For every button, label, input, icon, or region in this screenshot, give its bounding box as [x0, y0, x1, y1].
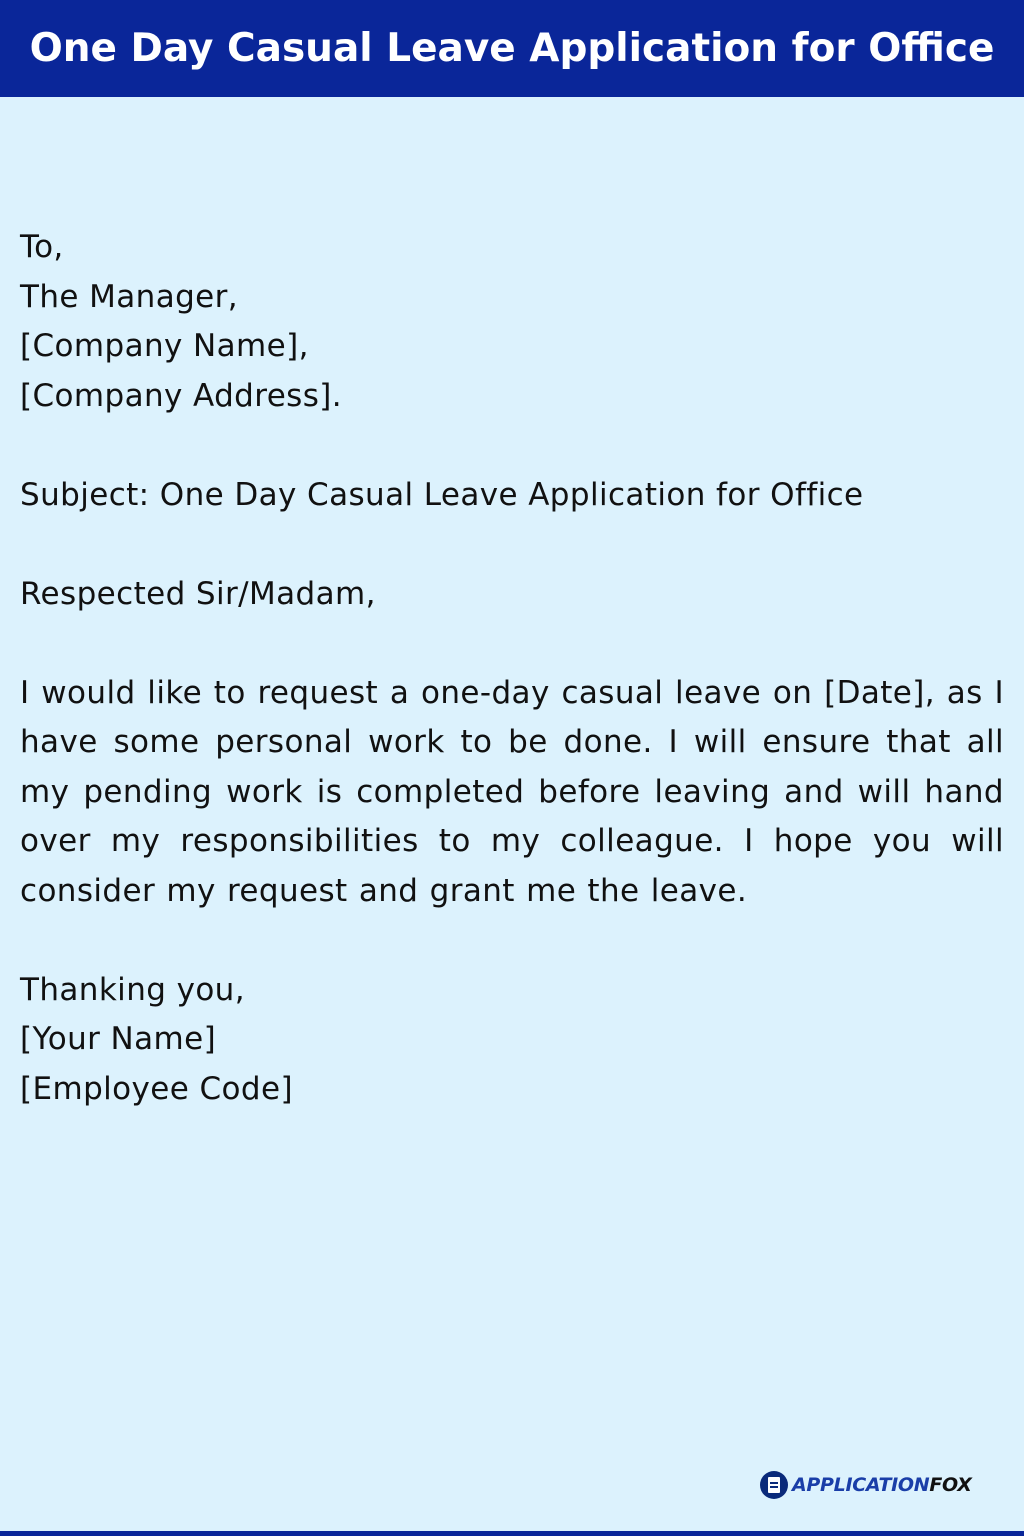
signature-employee-code: [Employee Code]: [20, 1070, 293, 1107]
spacer: [20, 916, 1004, 966]
bottom-border: [0, 1531, 1024, 1536]
address-line-company-address: [Company Address].: [20, 377, 343, 414]
page-title: One Day Casual Leave Application for Office: [29, 26, 995, 71]
logo-text-application: APPLICATION: [792, 1474, 930, 1496]
address-line-to: To,: [20, 229, 64, 265]
spacer: [20, 421, 1004, 471]
logo-wordmark: [792, 1474, 972, 1496]
spacer: [20, 619, 1004, 669]
address-line-company-name: [Company Name],: [20, 328, 309, 364]
page-header: [0, 0, 1024, 97]
document-icon: [760, 1471, 788, 1499]
body-paragraph: I would like to request a one-day casual leave on [Date], as I have some personal work to be done. I will ensure that all my pending work is completed before leaving and will hand over my responsibilities to my colleague. I hope you will consider my request and grant me the leave.: [20, 674, 1004, 909]
closing: Thanking you,: [20, 971, 245, 1008]
applicationfox-logo: [760, 1469, 972, 1501]
subject-line: Subject: One Day Casual Leave Application for Office: [20, 476, 864, 513]
signature-name: [Your Name]: [20, 1021, 217, 1057]
salutation: Respected Sir/Madam,: [20, 575, 376, 612]
logo-text-fox: FOX: [929, 1474, 972, 1496]
address-line-recipient: The Manager,: [20, 278, 239, 315]
letter-body: [20, 223, 1004, 1114]
spacer: [20, 520, 1004, 570]
